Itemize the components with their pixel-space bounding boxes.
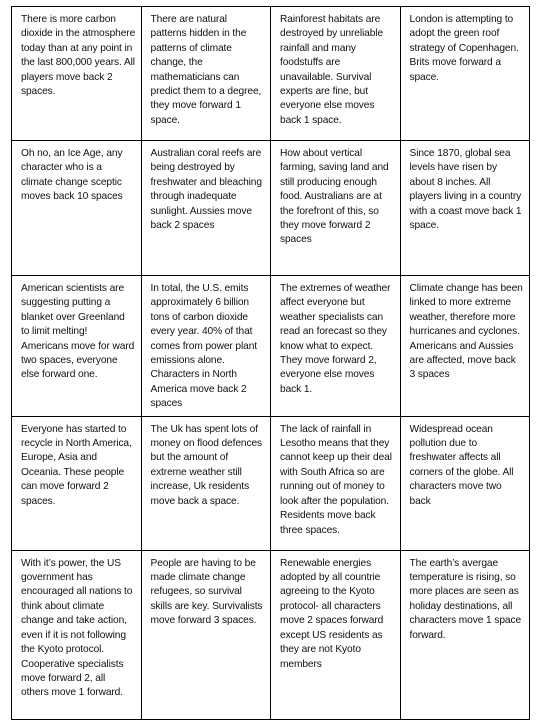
event-card: In total, the U.S. emits approximately 6 billion tons of carbon dioxide every year. 40% of that comes from power plant emissions alone. Characters in North America move back 2 spaces	[141, 276, 271, 417]
card-row	[12, 7, 530, 141]
event-card: American scientists are suggesting putting a blanket over Greenland to limit melting! Americans move for ward two spaces, everyone else forward one.	[12, 276, 142, 417]
card-row	[12, 276, 530, 417]
event-card: Everyone has started to recycle in North America, Europe, Asia and Oceania. These people can move forward 2 spaces.	[12, 416, 142, 550]
event-card: There are natural patterns hidden in the patterns of climate change, the mathematicians can predict them to a degree, they move forward 1 space.	[141, 7, 271, 141]
event-card: The extremes of weather affect everyone but weather specialists can read an forecast so they know what to expect. They move forward 2, everyone else moves back 1.	[271, 276, 401, 417]
event-card: Australian coral reefs are being destroyed by freshwater and bleaching through inadequate sunlight. Aussies move back 2 spaces	[141, 141, 271, 276]
event-card: The earth’s avergae temperature is rising, so more places are seen as holiday destinations, all characters move 1 space forward.	[400, 550, 530, 719]
card-row	[12, 141, 530, 276]
event-card: There is more carbon dioxide in the atmosphere today than at any point in the last 800,000 years. All players move back 2 spaces.	[12, 7, 142, 141]
event-card: People are having to be made climate change refugees, so survival skills are key. Survivalists move forward 3 spaces.	[141, 550, 271, 719]
event-card: Widespread ocean pollution due to freshwater affects all corners of the globe. All characters move two back	[400, 416, 530, 550]
event-card-sheet	[11, 6, 530, 713]
event-card: Oh no, an Ice Age, any character who is a climate change sceptic moves back 10 spaces	[12, 141, 142, 276]
event-card: Rainforest habitats are destroyed by unreliable rainfall and many foodstuffs are unavailable. Survival experts are fine, but everyone else moves back 1 space.	[271, 7, 401, 141]
event-card: Since 1870, global sea levels have risen by about 8 inches. All players living in a country with a coast move back 1 space.	[400, 141, 530, 276]
event-card: The Uk has spent lots of money on flood defences but the amount of extreme weather still increase, Uk residents move back a space.	[141, 416, 271, 550]
event-card: Climate change has been linked to more extreme weather, therefore more hurricanes and cyclones. Americans and Aussies are affected, move back 3 spaces	[400, 276, 530, 417]
event-card-grid	[11, 6, 530, 720]
event-card: How about vertical farming, saving land and still producing enough food. Australians are at the forefront of this, so they move forward 2 spaces	[271, 141, 401, 276]
card-row	[12, 550, 530, 719]
event-card: London is attempting to adopt the green roof strategy of Copenhagen. Brits move forward a space.	[400, 7, 530, 141]
event-card: The lack of rainfall in Lesotho means that they cannot keep up their deal with South Africa so are running out of money to look after the population. Residents move back three spaces.	[271, 416, 401, 550]
card-row	[12, 416, 530, 550]
event-card: Renewable energies adopted by all countrie agreeing to the Kyoto protocol- all characters move 2 spaces forward except US residents as they are not Kyoto members	[271, 550, 401, 719]
event-card: With it’s power, the US government has encouraged all nations to think about climate change and take action, even if it is not following the Kyoto protocol. Cooperative specialists move forward 2, all others move 1 forward.	[12, 550, 142, 719]
